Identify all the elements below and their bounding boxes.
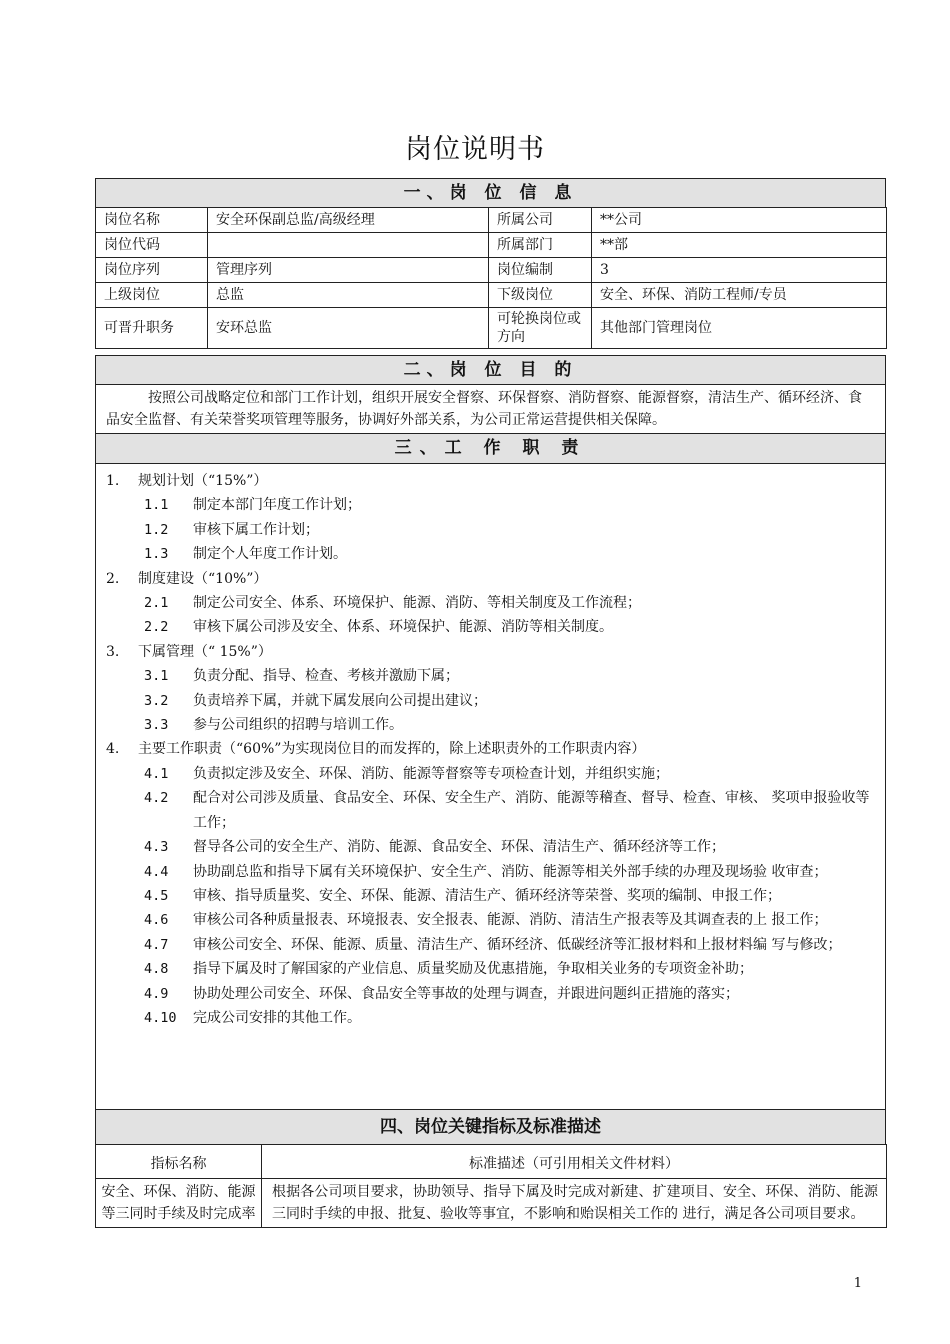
- duty-item: [96, 762, 885, 786]
- page-number: 1: [853, 1276, 862, 1291]
- kpi-table: [95, 1144, 887, 1228]
- duty-item-number: 3.1: [144, 668, 169, 685]
- info-label: 岗位序列: [96, 258, 208, 283]
- info-value: 管理序列: [208, 258, 489, 283]
- duty-title: 制度建设（“10%”）: [138, 570, 268, 587]
- duty-item-number: 2.1: [144, 595, 169, 612]
- duty-item-number: 4.9: [144, 985, 169, 1002]
- duty-item-number: 1.2: [144, 521, 169, 538]
- duty-item-text: 协助副总监和指导下属有关环境保护、安全生产、消防、能源等相关外部手续的办理及现场验 收审查；: [193, 863, 828, 880]
- kpi-header-name: 指标名称: [96, 1145, 262, 1179]
- duties-list: [95, 463, 886, 1110]
- info-row: [96, 208, 887, 233]
- duty-item: [96, 835, 885, 859]
- duty-item-number: 4.1: [144, 765, 169, 782]
- duty-group: [96, 469, 885, 493]
- purpose-paragraph: 按照公司战略定位和部门工作计划，组织开展安全督察、环保督察、消防督察、能源督察，清洁生产、循环经济、食品安全监督、有关荣誉奖项管理等服务，协调好外部关系，为公司正常运营提供相关保障。: [95, 384, 886, 434]
- info-value: 其他部门管理岗位: [592, 308, 887, 349]
- duty-item-number: 4.6: [144, 912, 169, 929]
- duty-item-number: 4.4: [144, 863, 169, 880]
- info-row: [96, 308, 887, 349]
- info-value: 安环总监: [208, 308, 489, 349]
- duty-item: [96, 884, 885, 908]
- position-info-table: [95, 207, 887, 349]
- duty-item-text: 审核公司各种质量报表、环境报表、安全报表、能源、消防、清洁生产报表等及其调查表的上 报工作；: [193, 912, 828, 929]
- duty-item: [96, 591, 885, 615]
- info-label: 所属公司: [489, 208, 592, 233]
- info-label: 下级岗位: [489, 283, 592, 308]
- duty-group: [96, 737, 885, 761]
- duty-item-text: 制定个人年度工作计划。: [193, 546, 347, 563]
- duty-item: [96, 786, 885, 835]
- duty-item: [96, 957, 885, 981]
- kpi-desc: 根据各公司项目要求，协助领导、指导下属及时完成对新建、扩建项目、安全、环保、消防、能源三同时手续的申报、批复、验收等事宜，不影响和贻误相关工作的 进行，满足各公司项目要求。: [262, 1179, 887, 1228]
- info-value: 3: [592, 258, 887, 283]
- duty-item: [96, 689, 885, 713]
- document-title: 岗位说明书: [405, 134, 545, 165]
- duty-item: [96, 518, 885, 542]
- duty-item: [96, 493, 885, 517]
- duty-item-text: 指导下属及时了解国家的产业信息、质量奖励及优惠措施，争取相关业务的专项资金补助；: [193, 961, 753, 978]
- duty-number: 1.: [106, 473, 120, 489]
- duty-title: 主要工作职责（“60%”为实现岗位目的而发挥的，除上述职责外的工作职责内容）: [138, 741, 646, 758]
- duty-item-text: 负责分配、指导、检查、考核并激励下属；: [193, 668, 459, 685]
- info-row: [96, 258, 887, 283]
- info-row: [96, 283, 887, 308]
- duty-item-text: 审核下属公司涉及安全、体系、环境保护、能源、消防等相关制度。: [193, 619, 613, 636]
- duty-item-text: 督导各公司的安全生产、消防、能源、食品安全、环保、清洁生产、循环经济等工作；: [193, 839, 725, 856]
- info-label: 岗位编制: [489, 258, 592, 283]
- info-label: 岗位代码: [96, 233, 208, 258]
- info-label: 可轮换岗位或方向: [489, 308, 592, 349]
- duty-item-number: 4.3: [144, 839, 169, 856]
- section-header-position-info: 一、岗 位 信 息: [95, 178, 886, 208]
- info-label: 可晋升职务: [96, 308, 208, 349]
- duty-item-text: 完成公司安排的其他工作。: [193, 1009, 361, 1026]
- duty-item: [96, 542, 885, 566]
- duty-item-text: 负责拟定涉及安全、环保、消防、能源等督察等专项检查计划，并组织实施；: [193, 765, 669, 782]
- duty-item: [96, 860, 885, 884]
- duty-item-text: 协助处理公司安全、环保、食品安全等事故的处理与调查，并跟进问题纠正措施的落实；: [193, 985, 739, 1002]
- duty-number: 3.: [106, 643, 120, 660]
- kpi-name: 安全、环保、消防、能源等三同时手续及时完成率: [96, 1179, 262, 1228]
- kpi-row: [96, 1179, 887, 1228]
- duty-number: 4.: [106, 741, 120, 758]
- kpi-header-row: [96, 1145, 887, 1179]
- section-header-kpi: 四、岗位关键指标及标准描述: [95, 1109, 886, 1145]
- duty-item-number: 4.5: [144, 887, 169, 904]
- info-value: [208, 233, 489, 258]
- duty-item-text: 审核公司安全、环保、能源、质量、清洁生产、循环经济、低碳经济等汇报材料和上报材料编 写与修改；: [193, 936, 842, 953]
- duty-item: [96, 615, 885, 639]
- section-header-duties: 三、工 作 职 责: [95, 433, 886, 464]
- duty-item-number: 2.2: [144, 619, 169, 636]
- duty-item-text: 制定公司安全、体系、环境保护、能源、消防、等相关制度及工作流程；: [193, 595, 641, 612]
- kpi-header-desc: 标准描述（可引用相关文件材料）: [262, 1145, 887, 1179]
- info-value: **部: [592, 233, 887, 258]
- duty-item-text: 配合对公司涉及质量、食品安全、环保、安全生产、消防、能源等稽查、督导、检查、审核、 奖项申报验收等工作；: [193, 790, 870, 831]
- duty-item-text: 审核、指导质量奖、安全、环保、能源、清洁生产、循环经济等荣誉、奖项的编制、申报工作；: [193, 887, 781, 904]
- duty-item-number: 4.2: [144, 790, 169, 807]
- info-value: 安全环保副总监/高级经理: [208, 208, 489, 233]
- duty-group: [96, 640, 885, 664]
- duty-item: [96, 908, 885, 932]
- duty-item-number: 4.7: [144, 936, 169, 953]
- duty-item-number: 3.3: [144, 717, 169, 734]
- duty-item: [96, 713, 885, 737]
- info-label: 岗位名称: [96, 208, 208, 233]
- info-label: 上级岗位: [96, 283, 208, 308]
- duty-item-number: 3.2: [144, 692, 169, 709]
- duty-item-number: 1.3: [144, 546, 169, 563]
- duty-item: [96, 982, 885, 1006]
- info-row: [96, 233, 887, 258]
- duty-item-text: 制定本部门年度工作计划；: [193, 497, 361, 514]
- duty-item-number: 4.8: [144, 961, 169, 978]
- duty-title: 规划计划（“15%”）: [138, 473, 268, 489]
- info-value: 安全、环保、消防工程师/专员: [592, 283, 887, 308]
- duty-item-text: 负责培养下属，并就下属发展向公司提出建议；: [193, 692, 487, 709]
- duty-item-number: 4.10: [144, 1009, 177, 1026]
- duty-item-text: 审核下属工作计划；: [193, 521, 319, 538]
- info-value: 总监: [208, 283, 489, 308]
- duty-item-text: 参与公司组织的招聘与培训工作。: [193, 717, 403, 734]
- duty-item: [96, 933, 885, 957]
- duty-title: 下属管理（“ 15%”）: [138, 643, 272, 660]
- info-value: **公司: [592, 208, 887, 233]
- info-label: 所属部门: [489, 233, 592, 258]
- duty-group: [96, 567, 885, 591]
- duty-item: [96, 1006, 885, 1030]
- duty-item: [96, 664, 885, 688]
- duty-item-number: 1.1: [144, 497, 169, 514]
- section-header-position-purpose: 二、岗 位 目 的: [95, 355, 886, 385]
- duty-number: 2.: [106, 570, 120, 587]
